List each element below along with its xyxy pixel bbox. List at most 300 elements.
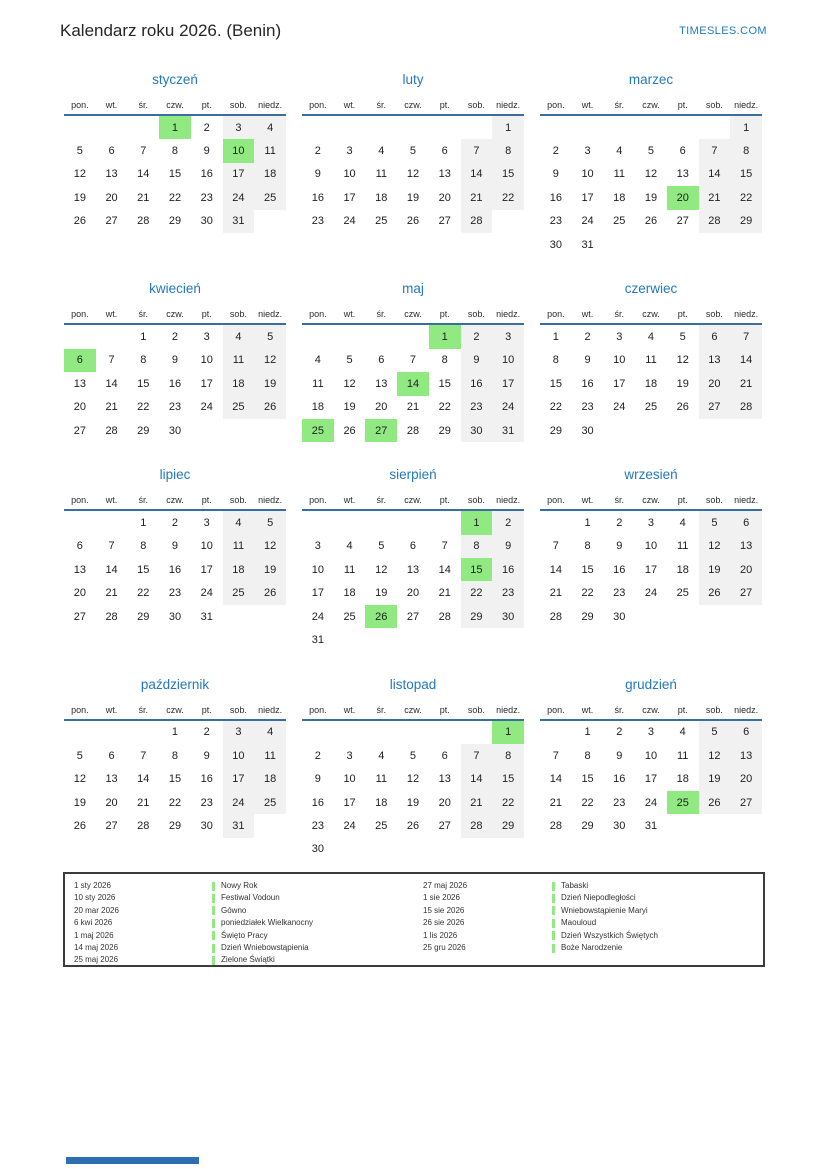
legend-holiday-label: poniedziałek Wielkanocny xyxy=(221,918,314,928)
day-cell: 13 xyxy=(730,744,762,767)
weekday-label: sob. xyxy=(229,309,247,320)
day-cell: 30 xyxy=(200,215,213,228)
day-cell: 2 xyxy=(616,726,623,739)
day-cell: 17 xyxy=(200,563,213,576)
empty-cell xyxy=(397,325,429,348)
weekday-label: pon. xyxy=(547,309,565,320)
weekday-label: pon. xyxy=(71,100,89,110)
day-cell: 23 xyxy=(461,396,493,419)
day-cell: 13 xyxy=(406,563,420,576)
day-cell: 1 xyxy=(584,516,591,529)
empty-cell xyxy=(667,814,699,837)
weekday-label: śr. xyxy=(614,495,625,506)
week-row xyxy=(302,419,524,442)
empty-cell xyxy=(365,628,397,651)
day-cell: 9 xyxy=(552,168,559,181)
week-row xyxy=(64,767,286,790)
week-row xyxy=(540,210,762,233)
day-cell: 1 xyxy=(584,726,591,739)
holiday-marker-icon xyxy=(212,894,215,903)
weekday-label: czw. xyxy=(404,309,422,320)
day-cell: 7 xyxy=(552,540,559,553)
week-row xyxy=(540,163,762,186)
weekday-label: wt. xyxy=(343,495,356,506)
empty-cell xyxy=(603,116,635,139)
weekday-label: sob. xyxy=(229,100,247,110)
day-cell: 31 xyxy=(311,633,324,646)
day-cell: 23 xyxy=(200,796,213,809)
day-cell: 5 xyxy=(254,325,286,348)
week-row xyxy=(302,767,524,790)
day-cell: 1 xyxy=(552,331,559,344)
day-cell: 7 xyxy=(140,145,147,158)
weekday-label: pon. xyxy=(309,100,327,110)
legend-holiday-name xyxy=(552,892,763,904)
month-7 xyxy=(64,466,286,628)
legend-holiday-label: Wniebowstąpienie Maryi xyxy=(561,905,648,915)
day-cell: 23 xyxy=(311,819,324,832)
day-cell: 21 xyxy=(406,401,420,414)
day-cell: 30 xyxy=(168,610,182,623)
empty-cell xyxy=(302,511,334,534)
legend-holiday-name xyxy=(212,930,423,942)
day-cell: 28 xyxy=(438,610,451,623)
day-cell: 25 xyxy=(375,819,388,832)
week-row xyxy=(540,721,762,744)
week-row xyxy=(540,325,762,348)
day-cell: 12 xyxy=(375,563,388,576)
legend-date: 14 maj 2026 xyxy=(74,942,119,952)
day-cell: 21 xyxy=(461,186,493,209)
day-cell: 27 xyxy=(365,419,397,442)
day-cell: 4 xyxy=(223,511,255,534)
weekday-label: niedz. xyxy=(496,100,521,110)
weekday-header xyxy=(64,95,286,116)
day-cell: 17 xyxy=(492,372,524,395)
day-cell: 31 xyxy=(492,419,524,442)
day-cell: 18 xyxy=(223,372,255,395)
day-cell: 6 xyxy=(441,749,448,762)
legend-holiday-name xyxy=(552,905,763,917)
weekday-header xyxy=(540,304,762,325)
legend-date: 1 maj 2026 xyxy=(74,930,114,940)
empty-cell xyxy=(334,325,366,348)
week-row xyxy=(64,186,286,209)
weekday-label: śr. xyxy=(376,309,387,320)
month-8 xyxy=(302,466,524,651)
day-cell: 15 xyxy=(581,563,594,576)
day-cell: 24 xyxy=(644,796,658,809)
day-cell: 26 xyxy=(699,581,731,604)
weekday-label: śr. xyxy=(376,704,387,715)
weekday-label: niedz. xyxy=(496,704,521,715)
day-cell: 27 xyxy=(438,215,451,228)
month-title: grudzień xyxy=(625,676,677,692)
day-cell: 10 xyxy=(200,540,213,553)
empty-cell xyxy=(365,721,397,744)
day-cell: 29 xyxy=(168,215,182,228)
weekday-label: niedz. xyxy=(734,100,759,110)
empty-cell xyxy=(334,511,366,534)
day-cell: 12 xyxy=(699,535,731,558)
week-row xyxy=(64,814,286,837)
day-cell: 7 xyxy=(730,325,762,348)
day-cell: 23 xyxy=(168,587,182,600)
empty-cell xyxy=(254,419,286,442)
site-link[interactable]: TIMESLES.COM xyxy=(679,25,767,37)
weekday-label: czw. xyxy=(166,309,184,320)
empty-cell xyxy=(96,511,128,534)
weekday-label: wt. xyxy=(581,309,594,320)
weekday-label: wt. xyxy=(581,100,594,110)
day-cell: 9 xyxy=(492,535,524,558)
day-cell: 25 xyxy=(254,186,286,209)
day-cell: 22 xyxy=(492,791,524,814)
day-cell: 15 xyxy=(438,377,451,390)
week-row xyxy=(540,139,762,162)
legend-holiday-label: Tabaski xyxy=(561,881,589,890)
day-cell: 4 xyxy=(254,116,286,139)
day-cell: 30 xyxy=(581,424,594,437)
day-cell: 26 xyxy=(406,215,420,228)
day-cell: 19 xyxy=(699,767,731,790)
weekday-header xyxy=(64,700,286,721)
day-cell: 15 xyxy=(730,163,762,186)
week-row xyxy=(302,791,524,814)
holiday-marker-icon xyxy=(212,931,215,940)
day-cell: 24 xyxy=(200,587,213,600)
day-cell: 8 xyxy=(730,139,762,162)
legend-holiday-label: Święto Pracy xyxy=(221,930,268,940)
day-cell: 26 xyxy=(406,819,420,832)
week-row xyxy=(540,767,762,790)
empty-cell xyxy=(603,419,635,442)
day-cell: 23 xyxy=(168,401,182,414)
day-cell: 3 xyxy=(203,516,210,529)
empty-cell xyxy=(699,116,731,139)
day-cell: 20 xyxy=(73,401,86,414)
day-cell: 23 xyxy=(613,796,626,809)
day-cell: 9 xyxy=(314,168,321,181)
week-row xyxy=(302,838,524,861)
weekday-header xyxy=(64,490,286,511)
page-header xyxy=(60,21,767,41)
weekday-label: wt. xyxy=(105,100,118,110)
empty-cell xyxy=(461,116,493,139)
day-cell: 11 xyxy=(223,349,255,372)
day-cell: 7 xyxy=(140,749,147,762)
day-cell: 11 xyxy=(375,773,387,786)
day-cell: 30 xyxy=(613,610,626,623)
day-cell: 12 xyxy=(73,168,86,181)
day-cell: 31 xyxy=(223,814,255,837)
day-cell: 20 xyxy=(438,796,451,809)
weekday-label: czw. xyxy=(404,495,422,506)
day-cell: 7 xyxy=(699,139,731,162)
day-cell: 19 xyxy=(644,191,658,204)
week-row xyxy=(64,396,286,419)
month-title: marzec xyxy=(628,72,674,87)
weekday-label: czw. xyxy=(404,704,422,715)
day-cell: 2 xyxy=(171,331,179,344)
day-cell: 9 xyxy=(616,749,623,762)
empty-cell xyxy=(699,605,731,628)
weekday-label: śr. xyxy=(614,309,625,320)
day-cell: 7 xyxy=(441,540,448,553)
empty-cell xyxy=(730,419,762,442)
legend-holiday-label: Dzień Niepodległości xyxy=(561,893,636,903)
months-grid xyxy=(64,71,762,861)
holiday-legend xyxy=(63,872,765,967)
day-cell: 13 xyxy=(699,349,731,372)
day-cell: 29 xyxy=(438,424,451,437)
empty-cell xyxy=(699,233,731,256)
day-cell: 4 xyxy=(314,354,321,367)
day-cell: 2 xyxy=(314,749,321,762)
day-cell: 28 xyxy=(406,424,420,437)
month-5 xyxy=(302,280,524,442)
day-cell: 21 xyxy=(549,587,562,600)
empty-cell xyxy=(64,511,96,534)
weekday-header xyxy=(540,490,762,511)
weekday-label: śr. xyxy=(138,495,149,506)
day-cell: 6 xyxy=(64,349,96,372)
day-cell: 20 xyxy=(406,587,420,600)
day-cell: 25 xyxy=(223,581,255,604)
holiday-marker-icon xyxy=(552,919,555,928)
day-cell: 1 xyxy=(171,726,179,739)
day-cell: 11 xyxy=(676,540,689,553)
day-cell: 18 xyxy=(343,587,356,600)
weekday-label: czw. xyxy=(404,100,422,110)
day-cell: 4 xyxy=(346,540,353,553)
month-4 xyxy=(64,280,286,442)
empty-cell xyxy=(223,419,255,442)
day-cell: 26 xyxy=(343,424,356,437)
day-cell: 3 xyxy=(314,540,321,553)
day-cell: 12 xyxy=(676,354,689,367)
weekday-label: pt. xyxy=(201,100,212,110)
week-row xyxy=(540,511,762,534)
day-cell: 28 xyxy=(461,210,493,233)
day-cell: 10 xyxy=(223,744,255,767)
holiday-marker-icon xyxy=(552,944,555,953)
week-row xyxy=(302,163,524,186)
empty-cell xyxy=(667,605,699,628)
day-cell: 17 xyxy=(343,796,356,809)
day-cell: 21 xyxy=(730,372,762,395)
weekday-label: pon. xyxy=(547,704,565,715)
empty-cell xyxy=(429,838,461,861)
empty-cell xyxy=(667,233,699,256)
day-cell: 10 xyxy=(613,354,626,367)
day-cell: 9 xyxy=(584,354,591,367)
week-row xyxy=(302,349,524,372)
week-row xyxy=(540,535,762,558)
day-cell: 22 xyxy=(581,587,594,600)
day-cell: 5 xyxy=(76,145,83,158)
week-row xyxy=(540,349,762,372)
empty-cell xyxy=(572,116,604,139)
day-cell: 20 xyxy=(730,767,762,790)
day-cell: 15 xyxy=(461,558,493,581)
month-9 xyxy=(540,466,762,628)
empty-cell xyxy=(492,628,524,651)
day-cell: 21 xyxy=(438,587,451,600)
weekday-label: sob. xyxy=(467,100,485,110)
week-row xyxy=(302,325,524,348)
day-cell: 20 xyxy=(730,558,762,581)
empty-cell xyxy=(365,511,397,534)
day-cell: 12 xyxy=(73,773,86,786)
day-cell: 30 xyxy=(613,819,626,832)
month-title: kwiecień xyxy=(149,281,201,297)
day-cell: 22 xyxy=(168,796,182,809)
day-cell: 1 xyxy=(140,516,147,529)
legend-holiday-name xyxy=(552,942,763,954)
day-cell: 8 xyxy=(461,535,493,558)
week-row xyxy=(302,558,524,581)
day-cell: 15 xyxy=(137,563,150,576)
day-cell: 2 xyxy=(171,516,179,529)
day-cell: 9 xyxy=(616,540,623,553)
weekday-label: wt. xyxy=(105,704,118,715)
day-cell: 10 xyxy=(343,168,356,181)
empty-cell xyxy=(397,838,429,861)
day-cell: 12 xyxy=(406,773,420,786)
day-cell: 2 xyxy=(461,325,493,348)
day-cell: 1 xyxy=(492,721,524,744)
day-cell: 26 xyxy=(73,215,86,228)
day-cell: 13 xyxy=(730,535,762,558)
legend-holiday-label: Festiwal Vodoun xyxy=(221,893,280,903)
weekday-label: niedz. xyxy=(496,495,521,506)
weekday-label: sob. xyxy=(467,495,485,506)
week-row xyxy=(302,814,524,837)
empty-cell xyxy=(254,814,286,837)
day-cell: 3 xyxy=(647,516,655,529)
day-cell: 7 xyxy=(108,354,115,367)
week-row xyxy=(540,791,762,814)
day-cell: 30 xyxy=(549,238,562,251)
day-cell: 23 xyxy=(549,215,562,228)
empty-cell xyxy=(635,116,667,139)
day-cell: 10 xyxy=(311,563,324,576)
empty-cell xyxy=(635,419,667,442)
day-cell: 15 xyxy=(581,773,594,786)
empty-cell xyxy=(397,628,429,651)
day-cell: 4 xyxy=(254,721,286,744)
day-cell: 29 xyxy=(730,210,762,233)
week-row xyxy=(540,396,762,419)
day-cell: 21 xyxy=(137,191,150,204)
day-cell: 7 xyxy=(461,744,493,767)
week-row xyxy=(302,396,524,419)
day-cell: 9 xyxy=(171,540,179,553)
day-cell: 1 xyxy=(730,116,762,139)
day-cell: 19 xyxy=(375,587,388,600)
day-cell: 28 xyxy=(105,424,118,437)
day-cell: 10 xyxy=(343,773,356,786)
week-row xyxy=(540,186,762,209)
day-cell: 27 xyxy=(73,424,86,437)
day-cell: 17 xyxy=(613,377,626,390)
day-cell: 30 xyxy=(492,605,524,628)
day-cell: 3 xyxy=(346,749,353,762)
weekday-label: czw. xyxy=(642,309,660,320)
month-title: październik xyxy=(140,676,210,692)
weekday-label: wt. xyxy=(581,495,594,506)
day-cell: 17 xyxy=(223,767,255,790)
day-cell: 12 xyxy=(343,377,356,390)
day-cell: 22 xyxy=(730,186,762,209)
day-cell: 23 xyxy=(200,191,213,204)
week-row xyxy=(302,535,524,558)
day-cell: 5 xyxy=(647,145,655,158)
day-cell: 5 xyxy=(699,721,731,744)
day-cell: 11 xyxy=(254,744,286,767)
weekday-label: pt. xyxy=(439,309,450,320)
day-cell: 2 xyxy=(314,145,321,158)
day-cell: 30 xyxy=(461,419,493,442)
empty-cell xyxy=(302,325,334,348)
day-cell: 15 xyxy=(168,168,182,181)
day-cell: 9 xyxy=(314,773,321,786)
empty-cell xyxy=(540,511,572,534)
day-cell: 13 xyxy=(73,377,86,390)
day-cell: 26 xyxy=(254,581,286,604)
weekday-header xyxy=(540,700,762,721)
week-row xyxy=(64,511,286,534)
day-cell: 30 xyxy=(200,819,213,832)
day-cell: 30 xyxy=(311,843,324,856)
day-cell: 17 xyxy=(311,587,324,600)
day-cell: 1 xyxy=(492,116,524,139)
day-cell: 8 xyxy=(584,749,591,762)
day-cell: 8 xyxy=(171,145,179,158)
legend-date: 26 sie 2026 xyxy=(423,918,465,928)
day-cell: 10 xyxy=(644,540,658,553)
legend-holiday-name xyxy=(212,942,423,954)
empty-cell xyxy=(429,511,461,534)
day-cell: 27 xyxy=(73,610,86,623)
empty-cell xyxy=(429,721,461,744)
month-title: styczeń xyxy=(152,72,198,87)
day-cell: 5 xyxy=(409,145,417,158)
day-cell: 17 xyxy=(581,191,594,204)
day-cell: 27 xyxy=(699,396,731,419)
legend-holiday-name xyxy=(212,917,423,929)
legend-date: 27 maj 2026 xyxy=(423,881,468,890)
day-cell: 26 xyxy=(73,819,86,832)
day-cell: 14 xyxy=(105,377,118,390)
empty-cell xyxy=(397,116,429,139)
empty-cell xyxy=(492,838,524,861)
holiday-marker-icon xyxy=(212,919,215,928)
month-11 xyxy=(302,676,524,861)
empty-cell xyxy=(635,233,667,256)
holiday-marker-icon xyxy=(212,944,215,953)
day-cell: 29 xyxy=(549,424,562,437)
legend-holiday-label: Gówno xyxy=(221,905,247,915)
legend-holiday-label: Dzień Wszystkich Świętych xyxy=(561,930,658,940)
week-row xyxy=(64,372,286,395)
weekday-label: czw. xyxy=(642,704,660,715)
month-title: luty xyxy=(402,72,424,87)
day-cell: 20 xyxy=(438,191,451,204)
day-cell: 15 xyxy=(492,163,524,186)
day-cell: 1 xyxy=(140,331,147,344)
